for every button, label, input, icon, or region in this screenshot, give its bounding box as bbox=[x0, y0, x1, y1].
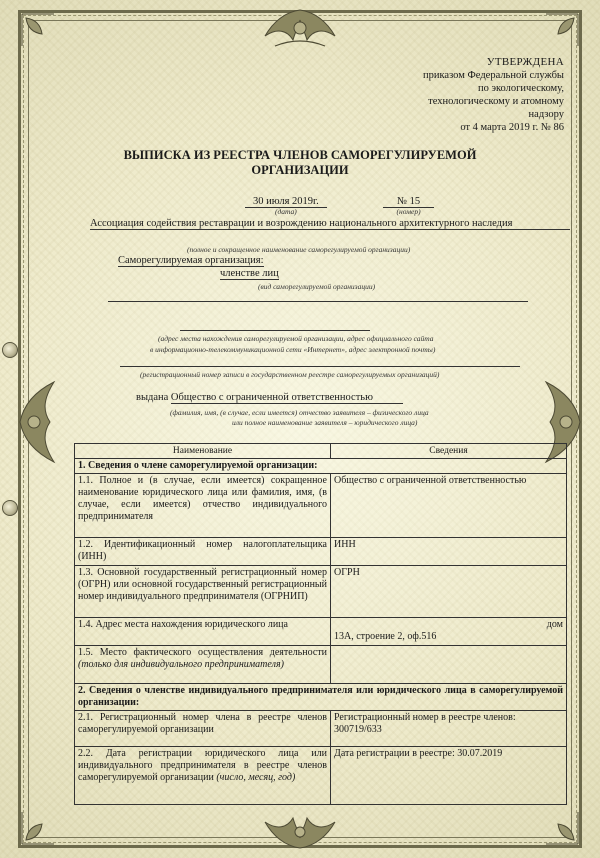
approval-line: от 4 марта 2019 г. № 86 bbox=[460, 122, 564, 133]
corner-ornament-br-icon bbox=[544, 810, 580, 846]
row-2-2-note: (число, месяц, год) bbox=[216, 772, 296, 783]
organization-name: Ассоциация содействия реставрации и возрождению национального архитектурного наследия bbox=[90, 218, 570, 230]
number-value: № 15 bbox=[383, 196, 434, 208]
row-1-5-value bbox=[331, 646, 567, 684]
title-line-1: ВЫПИСКА ИЗ РЕЕСТРА ЧЛЕНОВ САМОРЕГУЛИРУЕМОЙ bbox=[123, 148, 477, 162]
issued-to bbox=[136, 392, 403, 403]
row-1-5-name bbox=[75, 646, 331, 684]
row-1-4-value-line-2: 13А, строение 2, оф.516 bbox=[334, 631, 437, 642]
approval-heading: УТВЕРЖДЕНА bbox=[486, 56, 564, 68]
row-1-1-value: Общество с ограниченной ответственностью bbox=[331, 474, 567, 538]
address-caption-1: (адрес места нахождения саморегулируемой организации, адрес официального сайта bbox=[158, 334, 434, 343]
reg-number-caption: (регистрационный номер записи в государственном реестре саморегулируемых организаций) bbox=[140, 370, 440, 379]
corner-ornament-bl-icon bbox=[20, 810, 56, 846]
table-header-row bbox=[75, 444, 567, 459]
document-title bbox=[60, 148, 540, 178]
sro-type-value: членстве лиц bbox=[220, 268, 279, 279]
address-caption-2: в информационно-телекоммуникационной сети «Интернет», адрес электронной почты) bbox=[150, 345, 436, 354]
approval-line: по экологическому, bbox=[477, 83, 564, 94]
row-1-4-value bbox=[331, 618, 567, 646]
date-caption: (дата) bbox=[274, 207, 297, 216]
row-1-3-value: ОГРН bbox=[331, 566, 567, 618]
row-1-5-note: (только для индивидуального предпринимателя) bbox=[78, 659, 284, 670]
sro-type-caption: (вид саморегулируемой организации) bbox=[258, 282, 376, 291]
row-1-3-name: 1.3. Основной государственный регистрационный номер (ОГРН) или основной государственный регистрационный номер индивидуального предпринимателя (ОГРНИП) bbox=[75, 566, 331, 618]
address-line-2 bbox=[180, 330, 370, 331]
table-row bbox=[75, 747, 567, 805]
ornament-bottom-icon bbox=[255, 808, 345, 852]
column-header-name: Наименование bbox=[75, 444, 331, 459]
organization-caption: (полное и сокращенное наименование саморегулируемой организации) bbox=[187, 245, 411, 254]
table-row bbox=[75, 618, 567, 646]
issued-caption-1: (фамилия, имя, (в случае, если имеется) отчество заявителя – физического лица bbox=[170, 408, 429, 417]
row-1-2-value: ИНН bbox=[331, 538, 567, 566]
row-2-2-name bbox=[75, 747, 331, 805]
section-2-heading: 2. Сведения о членстве индивидуального предпринимателя или юридического лица в саморегулируемой организации: bbox=[75, 684, 567, 711]
date-field bbox=[245, 196, 327, 216]
row-1-4-value-line-1: дом bbox=[546, 619, 563, 630]
table-row bbox=[75, 566, 567, 618]
number-field bbox=[383, 196, 434, 216]
row-1-5-name-text: 1.5. Место фактического осуществления деятельности bbox=[78, 647, 327, 658]
issued-caption-2: или полное наименование заявителя – юридического лица) bbox=[232, 418, 418, 427]
column-header-info: Сведения bbox=[331, 444, 567, 459]
row-2-1-name: 2.1. Регистрационный номер члена в реестре членов саморегулируемой организации bbox=[75, 711, 331, 747]
approval-block bbox=[364, 56, 564, 134]
row-2-1-value: Регистрационный номер в реестре членов: 300719/633 bbox=[331, 711, 567, 747]
date-value: 30 июля 2019г. bbox=[245, 196, 327, 208]
row-2-2-name-text: 2.2. Дата регистрации юридического лица или индивидуального предпринимателя в реестре членов саморегулируемой организации bbox=[78, 748, 327, 783]
row-1-4-name: 1.4. Адрес места нахождения юридического лица bbox=[75, 618, 331, 646]
row-1-2-name: 1.2. Идентификационный номер налогоплательщика (ИНН) bbox=[75, 538, 331, 566]
corner-ornament-tr-icon bbox=[544, 12, 580, 48]
sro-type-label: Саморегулируемая организация: bbox=[118, 255, 264, 266]
approval-line: технологическому и атомному bbox=[428, 96, 564, 107]
issued-label: выдана bbox=[136, 392, 169, 403]
table-row bbox=[75, 646, 567, 684]
approval-line: надзору bbox=[528, 109, 564, 120]
reg-number-line bbox=[120, 366, 520, 367]
approval-line: приказом Федеральной службы bbox=[423, 70, 564, 81]
binder-hole-bottom bbox=[2, 500, 18, 516]
section-row bbox=[75, 459, 567, 474]
table-row bbox=[75, 711, 567, 747]
ornament-top-icon bbox=[255, 6, 345, 54]
table-row bbox=[75, 474, 567, 538]
issued-value: Общество с ограниченной ответственностью bbox=[171, 392, 403, 404]
number-caption: (номер) bbox=[396, 207, 421, 216]
address-line-1 bbox=[108, 301, 528, 302]
row-1-1-name: 1.1. Полное и (в случае, если имеется) сокращенное наименование юридического лица или фамилия, имя, (в случае, если имеется) отчество индивидуального предпринимателя bbox=[75, 474, 331, 538]
section-row bbox=[75, 684, 567, 711]
ornament-left-icon bbox=[14, 372, 60, 472]
binder-hole-top bbox=[2, 342, 18, 358]
registry-table bbox=[74, 443, 567, 805]
corner-ornament-tl-icon bbox=[20, 12, 56, 48]
section-1-heading: 1. Сведения о члене саморегулируемой организации: bbox=[75, 459, 567, 474]
title-line-2: ОРГАНИЗАЦИИ bbox=[251, 163, 349, 177]
row-2-2-value: Дата регистрации в реестре: 30.07.2019 bbox=[331, 747, 567, 805]
table-row bbox=[75, 538, 567, 566]
